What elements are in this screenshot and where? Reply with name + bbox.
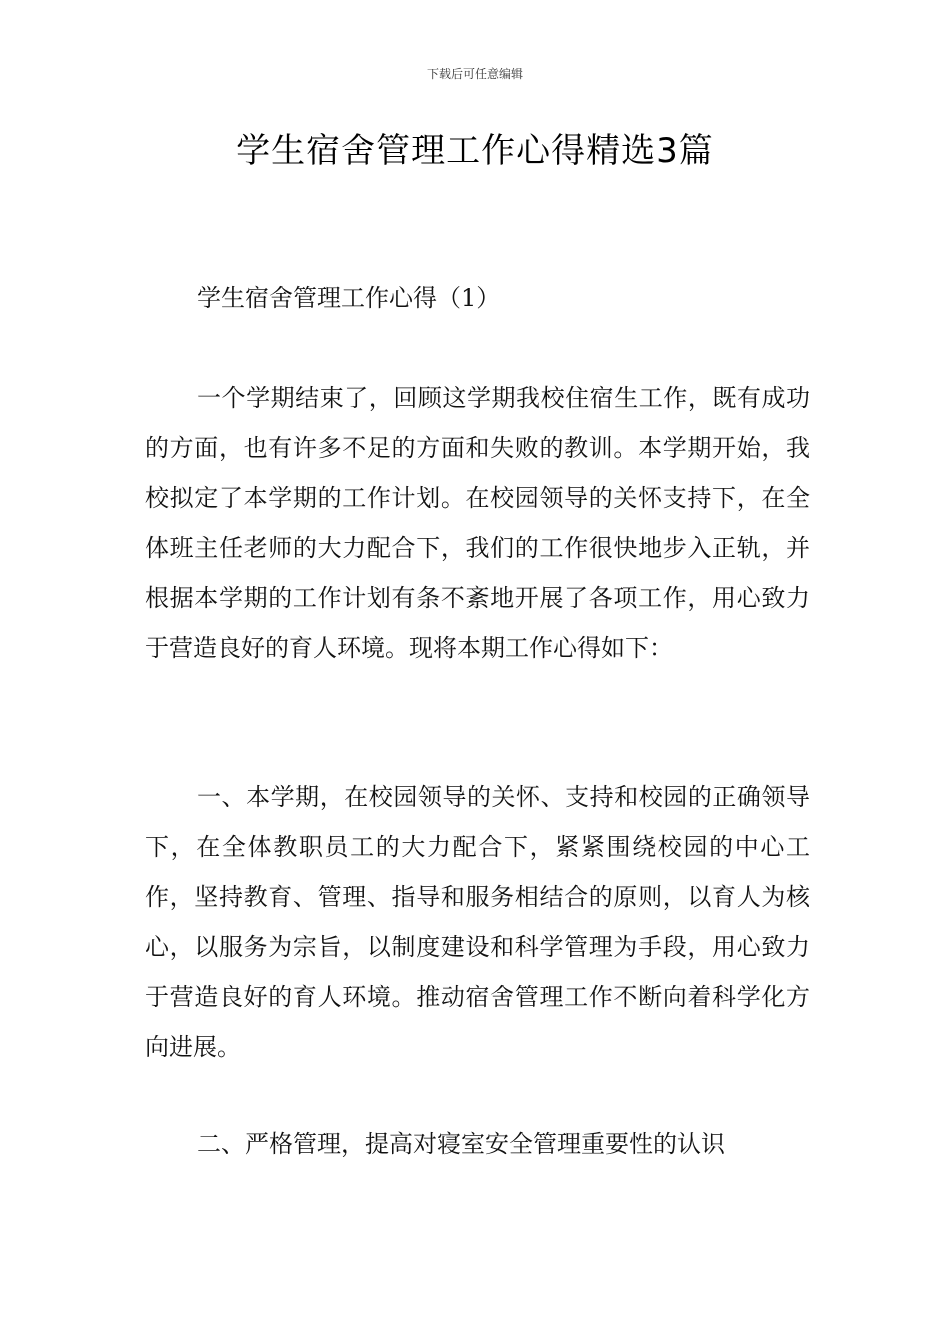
document-title: 学生宿舍管理工作心得精选3篇	[236, 131, 714, 171]
header-note: 下载后可任意编辑	[426, 67, 523, 81]
section-heading: 学生宿舍管理工作心得（1）	[197, 284, 501, 312]
paragraph-point-two: 二、严格管理，提高对寝室安全管理重要性的认识	[197, 1130, 725, 1158]
paragraph-intro: 一个学期结束了，回顾这学期我校住宿生工作，既有成功的方面，也有许多不足的方面和失败的教训。本学期开始，我校拟定了本学期的工作计划。在校园领导的关怀支持下，在全体班主任老师的大力配合下，我们的工作很快地步入正轨，并根据本学期的工作计划有条不紊地开展了各项工作，用心致力于营造良好的育人环境。现将本期工作心得如下：	[145, 384, 810, 662]
paragraph-point-one: 一、本学期，在校园领导的关怀、支持和校园的正确领导下，在全体教职员工的大力配合下，紧紧围绕校园的中心工作，坚持教育、管理、指导和服务相结合的原则，以育人为核心，以服务为宗旨，以制度建设和科学管理为手段，用心致力于营造良好的育人环境。推动宿舍管理工作不断向着科学化方向进展。	[145, 783, 810, 1061]
